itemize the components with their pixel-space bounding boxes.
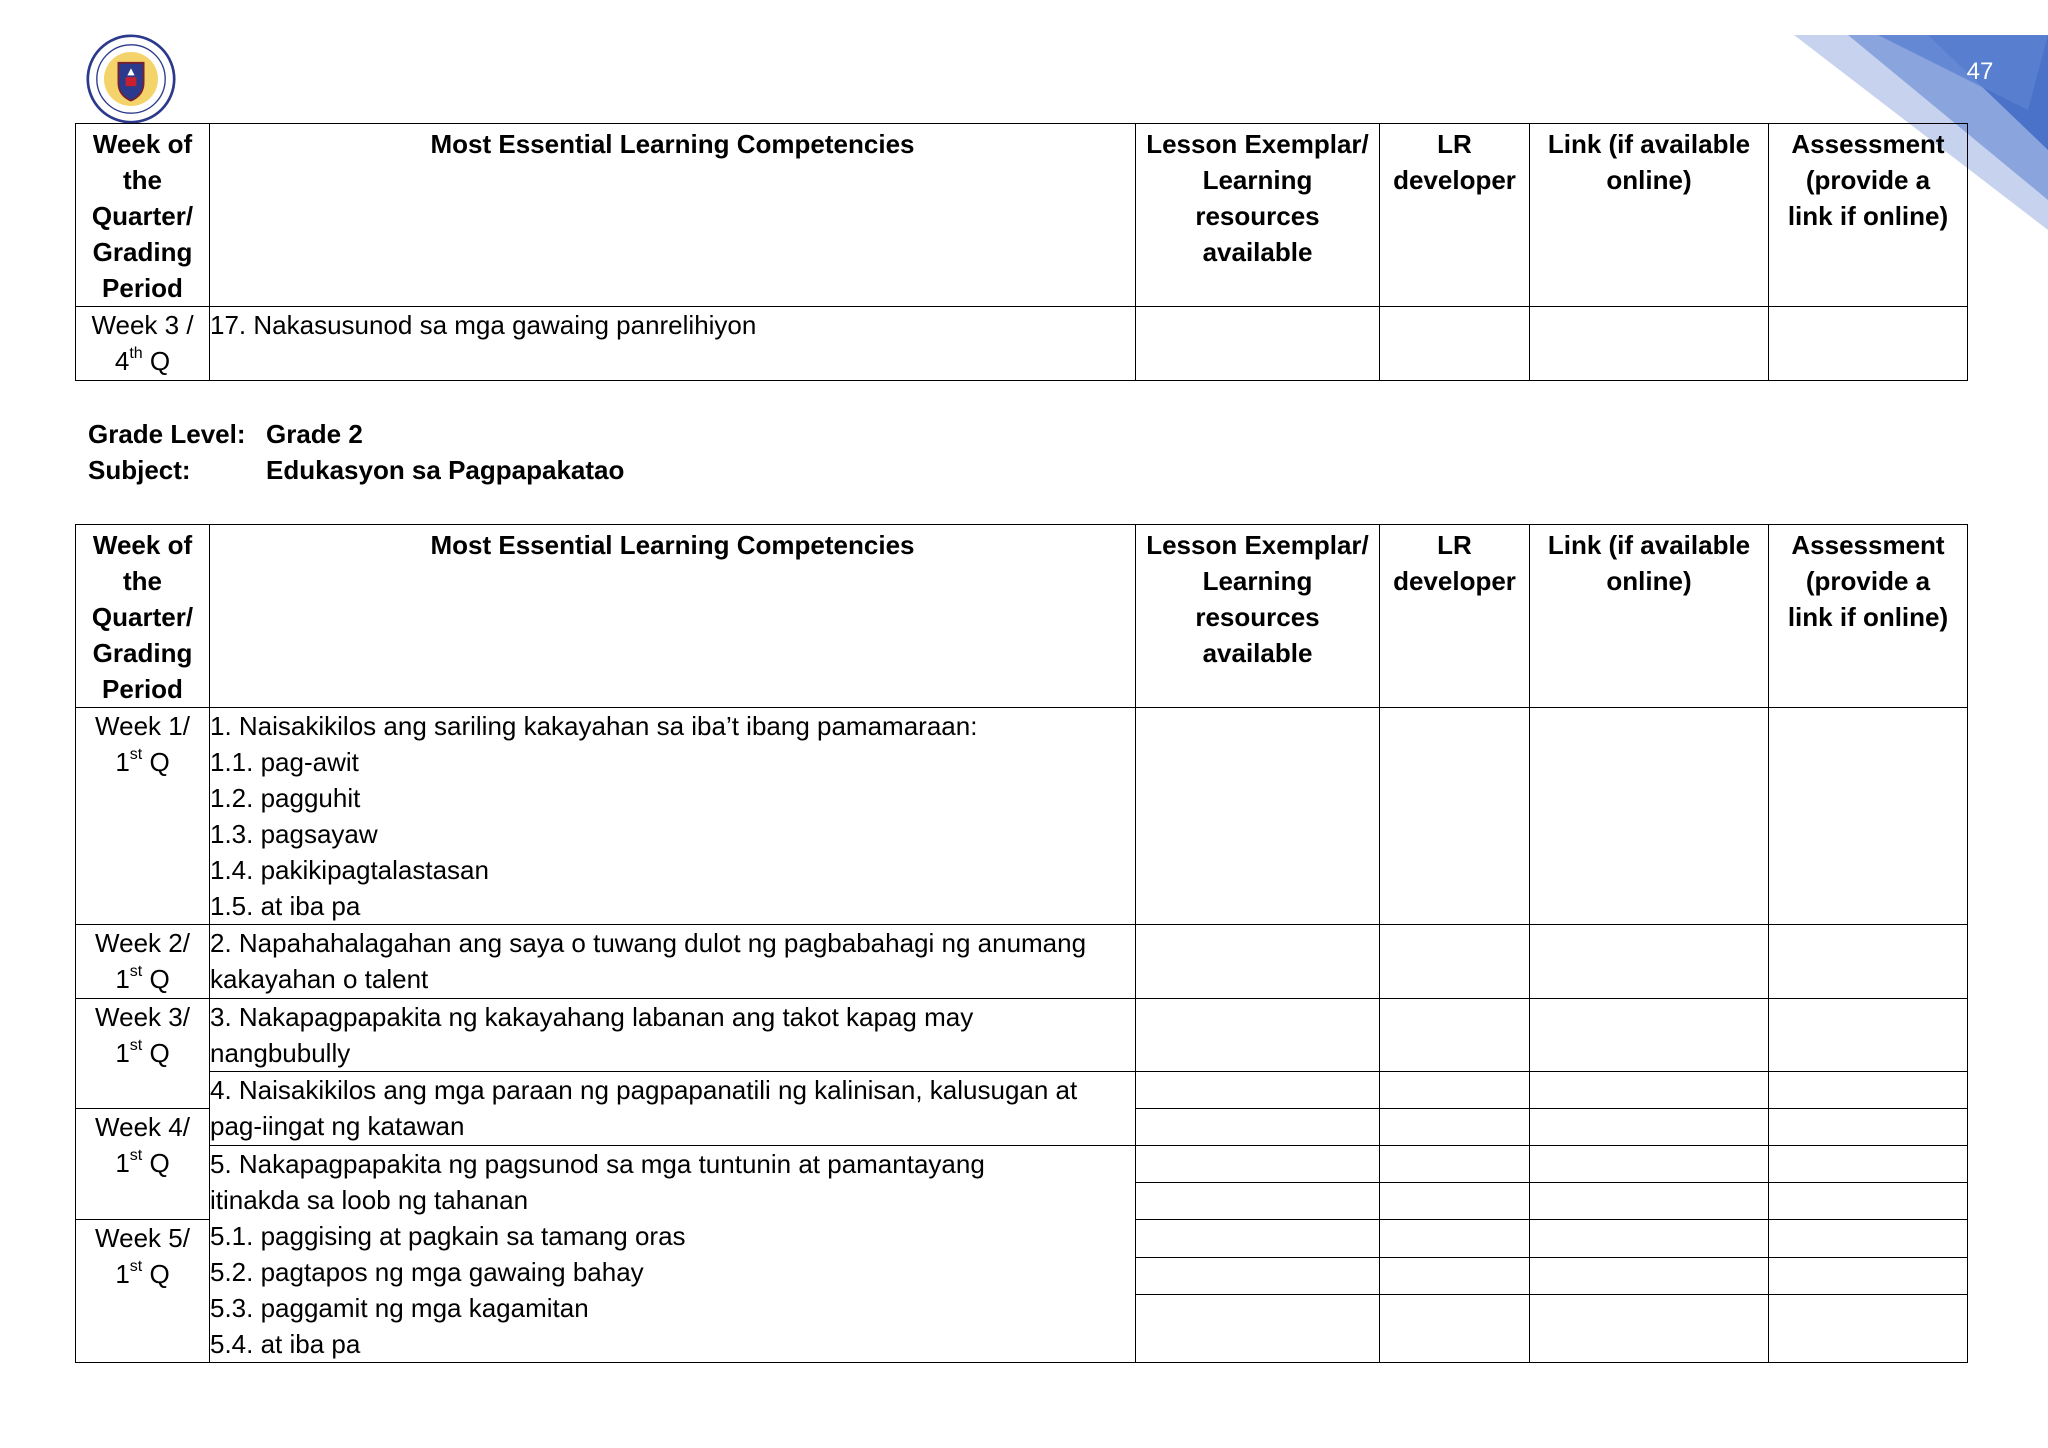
assessment-cell <box>1769 307 1968 381</box>
header-week: Week of the Quarter/ Grading Period <box>76 525 210 708</box>
competency-cell: 1. Naisakikilos ang sariling kakayahan sa iba’t ibang pamamaraan: 1.1. pag-awit 1.2. pagguhit 1.3. pagsayaw 1.4. pakikipagtalastasan 1.5. at iba pa <box>210 708 1136 925</box>
link-cell <box>1530 999 1769 1072</box>
lesson-cell <box>1136 1220 1380 1258</box>
lr-cell <box>1380 1258 1530 1295</box>
subject-value: Edukasyon sa Pagpapakatao <box>266 455 625 485</box>
link-cell <box>1530 1220 1769 1258</box>
table-header-row <box>76 124 1968 307</box>
assessment-cell <box>1769 925 1968 999</box>
link-cell <box>1530 1295 1769 1363</box>
lr-cell <box>1380 1295 1530 1363</box>
header-lr-developer: LR developer <box>1380 124 1530 307</box>
header-competency: Most Essential Learning Competencies <box>210 124 1136 307</box>
lesson-cell <box>1136 1183 1380 1220</box>
lesson-cell <box>1136 925 1380 999</box>
lr-cell <box>1380 1146 1530 1183</box>
link-cell <box>1530 708 1769 925</box>
link-cell <box>1530 307 1769 381</box>
link-cell <box>1530 1258 1769 1295</box>
table-row <box>76 1146 1968 1183</box>
lesson-cell <box>1136 1072 1380 1109</box>
week-cell: Week 1/ 1st Q <box>76 708 210 925</box>
header-link: Link (if available online) <box>1530 124 1769 307</box>
header-week: Week of the Quarter/ Grading Period <box>76 124 210 307</box>
header-lesson-exemplar: Lesson Exemplar/ Learning resources available <box>1136 124 1380 307</box>
deped-seal-icon <box>86 34 176 124</box>
competency-table-previous <box>75 123 1968 381</box>
link-cell <box>1530 1183 1769 1220</box>
assessment-cell <box>1769 1183 1968 1220</box>
competency-cell: 3. Nakapagpapakita ng kakayahang labanan ang takot kapag may nangbubully <box>210 999 1136 1072</box>
subject-label: Subject: <box>88 455 191 485</box>
lr-cell <box>1380 999 1530 1072</box>
assessment-cell <box>1769 1109 1968 1146</box>
header-assessment: Assessment (provide a link if online) <box>1769 525 1968 708</box>
lr-cell <box>1380 1183 1530 1220</box>
grade-level-label: Grade Level: <box>88 419 246 449</box>
competency-cell: 4. Naisakikilos ang mga paraan ng pagpapanatili ng kalinisan, kalusugan at pag-iingat ng katawan <box>210 1072 1136 1146</box>
lesson-cell <box>1136 1146 1380 1183</box>
week-cell: Week 3/ 1st Q <box>76 999 210 1109</box>
assessment-cell <box>1769 1146 1968 1183</box>
lr-cell <box>1380 925 1530 999</box>
lesson-cell <box>1136 708 1380 925</box>
lesson-cell <box>1136 1295 1380 1363</box>
header-assessment: Assessment (provide a link if online) <box>1769 124 1968 307</box>
link-cell <box>1530 1109 1769 1146</box>
assessment-cell <box>1769 1258 1968 1295</box>
grade-info <box>88 416 624 488</box>
lr-cell <box>1380 1220 1530 1258</box>
link-cell <box>1530 1072 1769 1109</box>
table-row <box>76 999 1968 1072</box>
table-row <box>76 1072 1968 1109</box>
assessment-cell <box>1769 708 1968 925</box>
competency-cell: 17. Nakasusunod sa mga gawaing panrelihiyon <box>210 307 1136 381</box>
lesson-cell <box>1136 1109 1380 1146</box>
assessment-cell <box>1769 1220 1968 1258</box>
page-number: 47 <box>1966 58 1994 85</box>
lr-cell <box>1380 708 1530 925</box>
table-row <box>76 925 1968 999</box>
lesson-cell <box>1136 999 1380 1072</box>
week-cell: Week 5/ 1st Q <box>76 1220 210 1363</box>
competency-cell: 5. Nakapagpapakita ng pagsunod sa mga tuntunin at pamantayang itinakda sa loob ng tahanan 5.1. paggising at pagkain sa tamang oras 5.2. pagtapos ng mga gawaing bahay 5.3. paggamit ng mga kagamitan 5.4. at iba pa <box>210 1146 1136 1363</box>
header-lr-developer: LR developer <box>1380 525 1530 708</box>
week-cell: Week 2/ 1st Q <box>76 925 210 999</box>
lesson-cell <box>1136 307 1380 381</box>
lr-cell <box>1380 307 1530 381</box>
lesson-cell <box>1136 1258 1380 1295</box>
header-competency: Most Essential Learning Competencies <box>210 525 1136 708</box>
header-lesson-exemplar: Lesson Exemplar/ Learning resources available <box>1136 525 1380 708</box>
competency-table-grade2 <box>75 524 1968 1363</box>
table-row <box>76 708 1968 925</box>
assessment-cell <box>1769 1072 1968 1109</box>
table-row <box>76 307 1968 381</box>
link-cell <box>1530 1146 1769 1183</box>
table-header-row <box>76 525 1968 708</box>
week-cell: Week 4/ 1st Q <box>76 1109 210 1220</box>
week-cell: Week 3 / 4th Q <box>76 307 210 381</box>
lr-cell <box>1380 1109 1530 1146</box>
assessment-cell <box>1769 1295 1968 1363</box>
lr-cell <box>1380 1072 1530 1109</box>
header-link: Link (if available online) <box>1530 525 1769 708</box>
competency-cell: 2. Napahahalagahan ang saya o tuwang dulot ng pagbabahagi ng anumang kakayahan o talent <box>210 925 1136 999</box>
link-cell <box>1530 925 1769 999</box>
grade-level-value: Grade 2 <box>266 419 363 449</box>
assessment-cell <box>1769 999 1968 1072</box>
